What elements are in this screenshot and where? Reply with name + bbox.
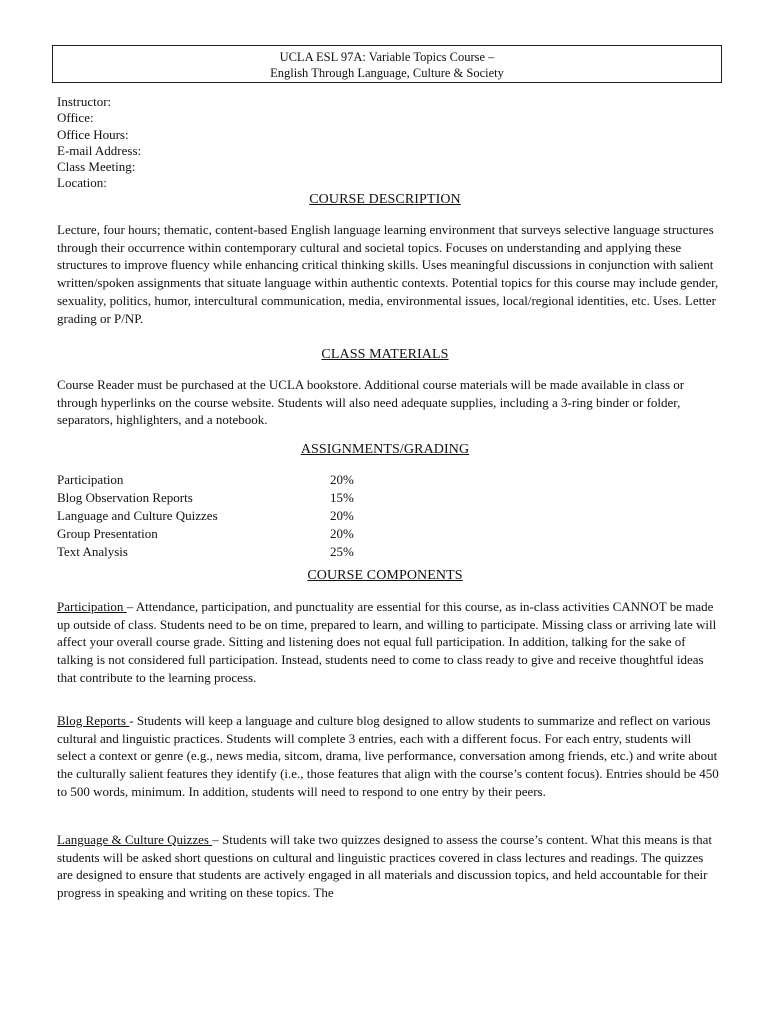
grading-row [57,489,390,507]
course-title-line2: English Through Language, Culture & Society [270,66,504,80]
grading-table [57,471,390,561]
grading-row [57,543,390,561]
blog-reports-label: Blog Reports [57,713,130,728]
grading-item-name: Language and Culture Quizzes [57,508,218,523]
grading-item-percent: 20% [330,508,354,523]
grading-item-percent: 25% [330,544,354,559]
class-materials-text: Course Reader must be purchased at the UCLA bookstore. Additional course materials will be made available in class or through hyperlinks on the course website. Students will also need adequate supplies, including a 3-ring binder or folder, separators, highlighters, and a notebook. [57,377,685,428]
course-title-line1: UCLA ESL 97A: Variable Topics Course – [279,50,495,64]
instructor-info [57,94,141,192]
quizzes-text: – Students will take two quizzes designed to assess the course’s content. What this means is that students will be asked short questions on cultural and linguistic practices covered in class lectures and readings. The quizzes are designed to ensure that students are actively engaged in all materials and discussion topics, and held accountable for their progress in speaking and writing on these topics. The [57,832,713,901]
grading-item-name: Blog Observation Reports [57,490,193,505]
blog-reports-text: - Students will keep a language and culture blog designed to allow students to summarize and reflect on various cultural and linguistic practices. Students will complete 3 entries, each with a different focus. For each entry, students will select a context or genre (e.g., news media, sitcom, drama, live performance, conversation among friends, etc.) and write about the culturally salient features they identify (i.e., those features that align with the course’s content focus). Entries should be 450 to 500 words, minimum. In addition, students will need to respond to one entry by their peers. [57,713,719,799]
grading-item-percent: 20% [330,526,354,541]
grading-item-percent: 20% [330,472,354,487]
info-instructor: Instructor: [57,94,112,109]
grading-row [57,507,390,525]
grading-item-name: Participation [57,472,124,487]
info-office-hours: Office Hours: [57,126,129,142]
info-office: Office: [57,110,94,126]
info-class-meeting: Class Meeting: [57,159,136,175]
course-title-box [52,45,722,83]
course-description-text: Lecture, four hours; thematic, content-based English language learning environment that surveys selective language structures through their occurrence within contemporary cultural and societal topics. Focuses on understanding and applying these structures to improve fluency while enhancing critical thinking skills. Uses meaningful discussions in conjunction with salient written/spoken assignments that situate language within authentic contexts. Potential topics for this course may include gender, sexuality, politics, humor, intercultural communication, media, environmental issues, local/regional identities, etc. Uses. Letter grading or P/NP. [57,222,719,326]
info-location: Location: [57,175,107,191]
grading-item-name: Text Analysis [57,544,128,559]
grading-row [57,471,390,489]
grading-item-percent: 15% [330,490,354,505]
participation-paragraph [57,598,722,687]
info-email: E-mail Address: [57,142,142,158]
grading-row [57,525,390,543]
heading-class-materials: CLASS MATERIALS [321,347,449,362]
heading-assignments-grading: ASSIGNMENTS/GRADING [300,442,470,457]
grading-item-name: Group Presentation [57,526,158,541]
quizzes-paragraph [57,831,722,902]
heading-course-description: COURSE DESCRIPTION [309,192,461,207]
blog-reports-paragraph [57,712,722,801]
heading-course-components: COURSE COMPONENTS [307,568,463,583]
participation-text: – Attendance, participation, and punctuality are essential for this course, as in-class activities CANNOT be made up outside of class. Students need to be on time, prepared to learn, and willing to participate. Missing class or arriving late will affect your overall course grade. Sitting and listening does not equal full participation. In addition, talking for the sake of talking is not considered full participation. Instead, students need to come to class ready to give and receive thoughtful ideas that contribute to the learning process. [57,599,717,685]
participation-label: Participation [57,599,127,614]
quizzes-label: Language & Culture Quizzes [57,832,213,847]
